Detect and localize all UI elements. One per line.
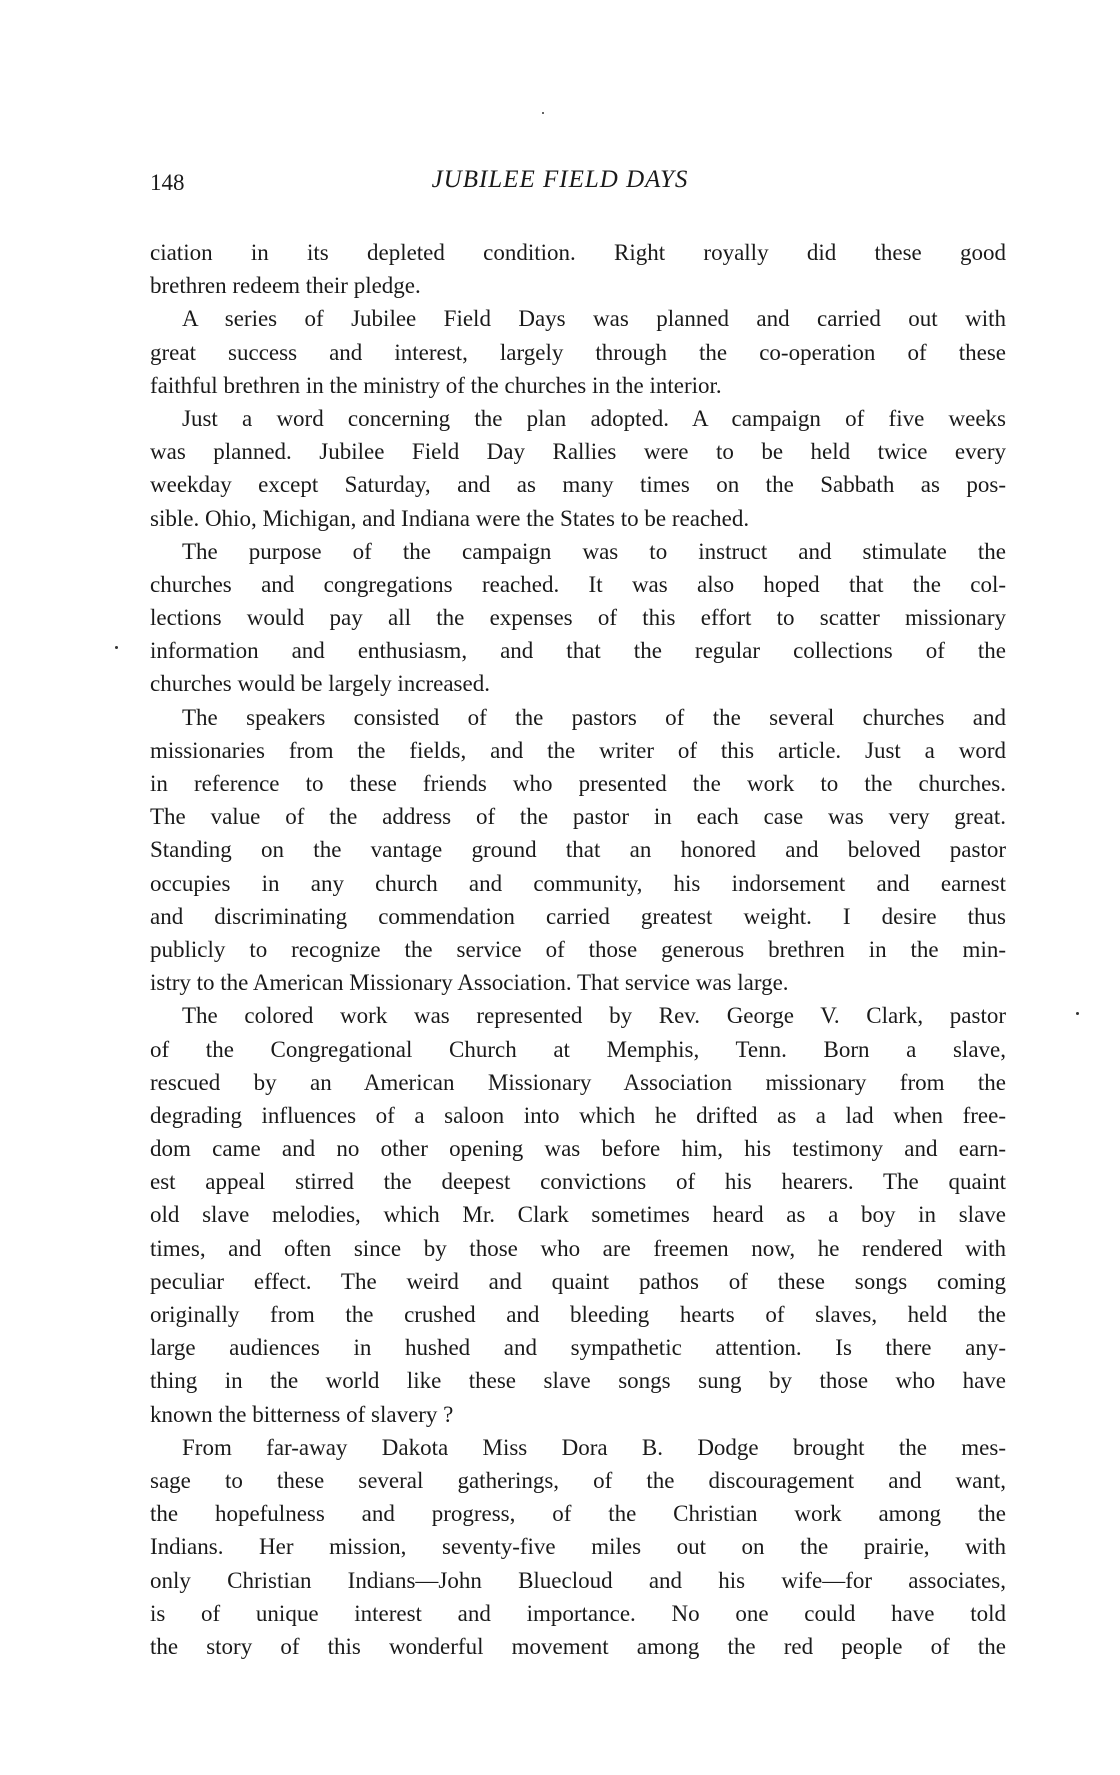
text-line: weekday except Saturday, and as many times on the Sabbath as pos-: [150, 472, 1006, 498]
text-line: The value of the address of the pastor in each case was very great.: [150, 804, 1006, 830]
text-line: information and enthusiasm, and that the regular collections of the: [150, 638, 1006, 664]
paragraph: [150, 999, 1006, 1430]
text-line: is of unique interest and importance. No one could have told: [150, 1600, 1006, 1626]
page-number: 148: [150, 170, 185, 195]
text-line: of the Congregational Church at Memphis, Tenn. Born a slave,: [150, 1036, 1006, 1062]
text-line: large audiences in hushed and sympathetic attention. Is there any-: [150, 1335, 1006, 1361]
paragraph: [150, 1431, 1006, 1663]
text-line: sible. Ohio, Michigan, and Indiana were the States to be reached.: [150, 505, 750, 531]
text-line: Standing on the vantage ground that an honored and beloved pastor: [150, 837, 1006, 863]
text-line: The colored work was represented by Rev. George V. Clark, pastor: [182, 1003, 1006, 1029]
paragraph: [150, 701, 1006, 1000]
text-line: faithful brethren in the ministry of the churches in the interior.: [150, 372, 722, 398]
text-line: The speakers consisted of the pastors of the several churches and: [182, 704, 1006, 730]
text-line: churches would be largely increased.: [150, 671, 490, 697]
text-line: occupies in any church and community, his indorsement and earnest: [150, 870, 1006, 896]
running-title: JUBILEE FIELD DAYS: [431, 166, 689, 193]
text-line: thing in the world like these slave songs sung by those who have: [150, 1368, 1006, 1394]
text-line: originally from the crushed and bleeding hearts of slaves, held the: [150, 1302, 1006, 1327]
paragraph: [150, 535, 1006, 701]
text-line: The purpose of the campaign was to instruct and stimulate the: [182, 538, 1006, 564]
scan-speck: [1076, 1012, 1079, 1015]
text-line: dom came and no other opening was before him, his testimony and earn-: [150, 1136, 1006, 1162]
text-line: only Christian Indians—John Bluecloud and his wife—for associates,: [150, 1567, 1006, 1593]
text-line: rescued by an American Missionary Association missionary from the: [150, 1069, 1006, 1095]
text-line: missionaries from the fields, and the writer of this article. Just a word: [150, 737, 1006, 763]
text-line: in reference to these friends who presented the work to the churches.: [150, 771, 1006, 796]
text-line: istry to the American Missionary Association. That service was large.: [150, 970, 789, 996]
text-line: the hopefulness and progress, of the Christian work among the: [150, 1501, 1006, 1527]
paragraph: [150, 236, 1006, 302]
text-line: lections would pay all the expenses of this effort to scatter missionary: [150, 605, 1006, 631]
text-line: From far-away Dakota Miss Dora B. Dodge brought the mes-: [182, 1434, 1006, 1460]
paragraph: [150, 302, 1006, 402]
text-line: degrading influences of a saloon into which he drifted as a lad when free-: [150, 1102, 1006, 1128]
text-line: A series of Jubilee Field Days was planned and carried out with: [182, 306, 1006, 332]
scan-speck: [542, 112, 544, 114]
text-line: times, and often since by those who are freemen now, he rendered with: [150, 1235, 1006, 1261]
text-line: peculiar effect. The weird and quaint pathos of these songs coming: [150, 1268, 1006, 1294]
text-line: churches and congregations reached. It was also hoped that the col-: [150, 571, 1006, 597]
text-line: old slave melodies, which Mr. Clark sometimes heard as a boy in slave: [150, 1202, 1006, 1228]
text-line: ciation in its depleted condition. Right royally did these good: [150, 240, 1006, 265]
text-line: brethren redeem their pledge.: [150, 273, 421, 299]
text-line: known the bitterness of slavery ?: [150, 1401, 454, 1427]
text-line: the story of this wonderful movement among the red people of the: [150, 1633, 1006, 1659]
text-line: was planned. Jubilee Field Day Rallies were to be held twice every: [150, 439, 1006, 465]
paragraph: [150, 402, 1006, 535]
text-line: Indians. Her mission, seventy-five miles out on the prairie, with: [150, 1534, 1006, 1560]
text-line: publicly to recognize the service of those generous brethren in the min-: [150, 936, 1006, 962]
text-line: est appeal stirred the deepest convictions of his hearers. The quaint: [150, 1169, 1006, 1195]
text-line: sage to these several gatherings, of the discouragement and want,: [150, 1467, 1006, 1493]
text-line: Just a word concerning the plan adopted. A campaign of five weeks: [182, 405, 1006, 431]
text-line: great success and interest, largely through the co-operation of these: [150, 339, 1006, 365]
scan-speck: [115, 646, 118, 649]
body-text: [150, 236, 1006, 1663]
text-line: and discriminating commendation carried greatest weight. I desire thus: [150, 903, 1006, 929]
